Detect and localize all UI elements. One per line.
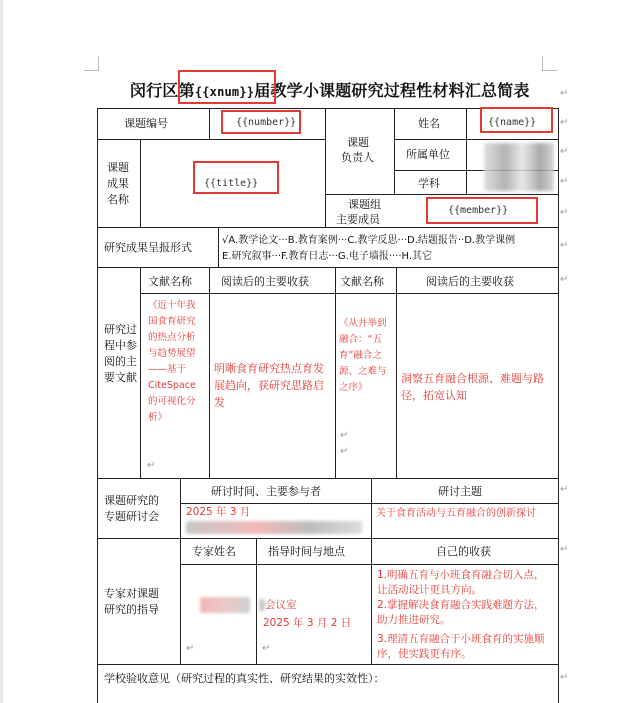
reading-side-label: 研究过程中参阅的主要文献 <box>104 323 137 384</box>
title-prefix: 闵行区第 <box>130 81 195 100</box>
leader-label-line1: 课题 <box>347 136 369 149</box>
title-placeholder[interactable]: {{title}} <box>204 178 259 189</box>
forms-label: 研究成果呈报形式 <box>104 241 192 254</box>
paragraph-mark-icon: ↵ <box>560 117 569 128</box>
crop-mark-top-right <box>542 56 557 71</box>
highlight-box-name <box>480 107 553 133</box>
rule <box>396 267 397 479</box>
result-name-label-l2: 成果 <box>107 177 129 190</box>
expert-gain-3: 3.理清五育融合于小班食育的实施顺序，使实践更有序。 <box>377 633 545 660</box>
rule <box>335 267 336 479</box>
paragraph-mark-icon: ↵ <box>147 460 156 471</box>
school-label: 学校验收意见（研究过程的真实性、研究结果的实效性）： <box>104 672 385 685</box>
seminar-topic-value: 关于食育活动与五育融合的创新探讨 <box>376 508 536 519</box>
result-name-label-l1: 课题 <box>107 161 129 174</box>
paragraph-mark-icon: ↵ <box>186 643 195 654</box>
rule <box>325 108 326 228</box>
rule <box>209 108 210 140</box>
project-no-label: 课题编号 <box>124 117 168 130</box>
paragraph-mark-icon: ↵ <box>560 146 569 157</box>
leader-label-line2: 负责人 <box>341 151 374 164</box>
col-seminar-time: 研讨时间、主要参与者 <box>211 485 321 498</box>
rule <box>97 478 559 479</box>
rule <box>97 664 559 665</box>
col-expert-gain: 自己的收获 <box>436 545 491 558</box>
rule <box>371 538 372 665</box>
paragraph-mark-icon: ↵ <box>560 176 569 187</box>
number-placeholder[interactable]: {{number}} <box>236 117 297 128</box>
subject-label: 学科 <box>418 177 440 190</box>
seminar-label-l1: 课题研究的 <box>104 494 159 507</box>
rule <box>180 564 559 565</box>
place-value: 会议室 <box>265 599 297 611</box>
member-label-l1: 课题组 <box>348 198 381 211</box>
highlight-box-xnum <box>178 70 276 104</box>
rule <box>180 503 559 504</box>
rule <box>97 139 325 140</box>
paragraph-mark-icon: ↵ <box>262 643 271 654</box>
rule <box>394 108 395 195</box>
doc2-text: 《从并举到融合：“五育”融合之源、之难与之序》 <box>339 318 387 393</box>
paragraph-mark-icon: ↵ <box>340 430 349 441</box>
name-placeholder[interactable]: {{name}} <box>488 117 537 128</box>
expert-gain-2: 2.掌握解决食育融合实践难题方法，助力推进研究。 <box>377 599 545 626</box>
name-label: 姓名 <box>418 117 440 130</box>
rule <box>180 478 181 665</box>
rule <box>466 108 467 195</box>
paragraph-mark-icon: ↵ <box>560 484 569 495</box>
rule <box>97 227 559 228</box>
rule <box>256 538 257 665</box>
crop-mark-top-left <box>84 56 99 71</box>
paragraph-mark-icon: ↵ <box>560 240 569 251</box>
rule <box>394 139 559 140</box>
rule <box>218 227 219 268</box>
page-edge <box>0 0 3 703</box>
paragraph-mark-icon: ↵ <box>340 446 349 457</box>
paragraph-mark-icon: ↵ <box>560 207 569 218</box>
rule <box>140 267 141 479</box>
gain1-text: 明晰食育研究热点育发展趋向，获研究思路启发 <box>214 362 324 409</box>
rule <box>97 538 559 539</box>
rule <box>140 139 141 228</box>
forms-line2: E.研究叙事···F.教育日志···G.电子墙报····H.其它 <box>222 251 433 262</box>
result-name-label-l3: 名称 <box>107 193 129 206</box>
redacted-participants <box>186 521 362 534</box>
paragraph-mark-icon: ↵ <box>560 88 569 99</box>
expert-gain-1: 1.明确五育与小班食育融合切入点，让活动设计更具方向。 <box>377 569 545 596</box>
redacted-unit-subject <box>484 143 554 191</box>
col-gain-1: 阅读后的主要收获 <box>221 275 309 288</box>
title-num-placeholder: {{xnum}} <box>194 85 255 99</box>
doc1-text: 《近十年我国食育研究的热点分析与趋势展望——基于CiteSpace的可视化分析》 <box>148 300 196 423</box>
col-doc-2: 文献名称 <box>340 275 384 288</box>
paragraph-mark-icon: ↵ <box>560 544 569 555</box>
paragraph-mark-icon: ↵ <box>560 274 569 285</box>
col-doc-1: 文献名称 <box>148 275 192 288</box>
expert-label-l1: 专家对课题 <box>104 587 159 600</box>
rule <box>371 478 372 539</box>
col-expert-time-place: 指导时间与地点 <box>268 545 345 558</box>
rule <box>97 267 559 268</box>
title-suffix: 届教学小课题研究过程性材料汇总简表 <box>254 81 530 100</box>
seminar-time-value: 2025 年 3 月 <box>186 506 251 518</box>
highlight-box-title <box>193 161 279 194</box>
gain2-text: 洞察五育融合根源、难题与路径，拓宽认知 <box>401 372 544 402</box>
rule <box>325 194 559 195</box>
date-value: 2025 年 3 月 2 日 <box>263 617 352 629</box>
forms-line1: √A.教学论文···B.教育案例···C.教学反思···D.结题报告··D.教学课例 <box>222 235 516 246</box>
highlight-box-number <box>221 110 301 134</box>
expert-label-l2: 研究的指导 <box>104 603 159 616</box>
member-placeholder[interactable]: {{member}} <box>448 205 509 216</box>
col-expert-name: 专家姓名 <box>192 545 236 558</box>
rule <box>140 293 559 294</box>
unit-label: 所属单位 <box>406 148 450 161</box>
forms-options <box>222 233 515 265</box>
rule <box>209 267 210 479</box>
member-label-l2: 主要成员 <box>336 213 380 226</box>
col-seminar-topic: 研讨主题 <box>438 485 482 498</box>
redacted-expert-name <box>200 597 250 613</box>
col-gain-2: 阅读后的主要收获 <box>426 275 514 288</box>
seminar-label-l2: 专题研讨会 <box>104 510 159 523</box>
highlight-box-member <box>426 197 538 224</box>
paragraph-mark-icon: ↵ <box>560 672 569 683</box>
